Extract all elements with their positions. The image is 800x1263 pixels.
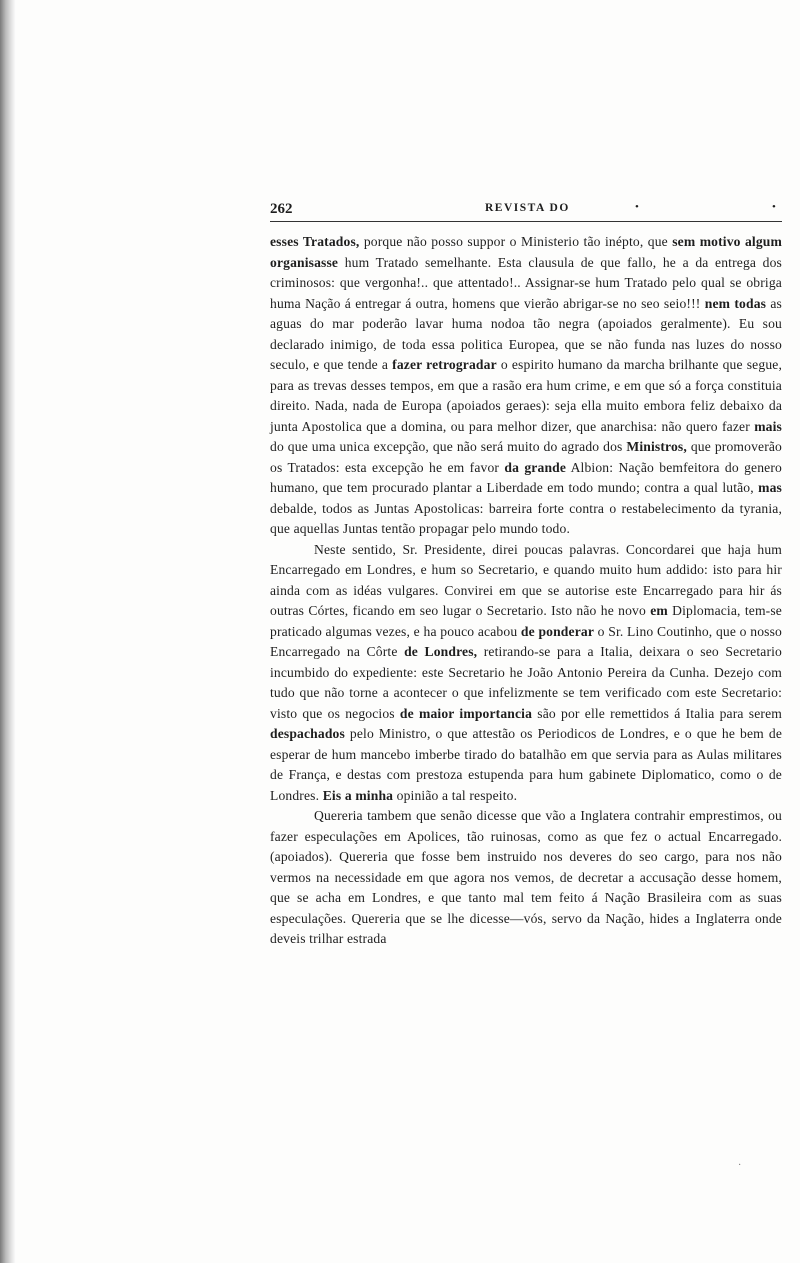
text-run: as aguas do mar poderão lavar huma nodoa tão negra (apoiados geralmente). Eu sou declarado inimigo, de toda essa politica Europea, que se não funda nas luzes do nosso seculo, e que tende a	[270, 295, 782, 372]
header-ornament: •	[772, 201, 776, 213]
text-run: hum Tratado semelhante. Esta clausula de que fallo, he a da entrega dos criminosos: que vergonha!.. que attentado!.. Assignar-se hum Tratado pelo qual se obriga huma Nação á entregar á outra, homens que vierão abrigar-se no seo seio!!!	[270, 254, 782, 311]
page-speck: ·	[738, 1160, 742, 1171]
body-text	[270, 232, 782, 950]
page-number: 262	[270, 201, 293, 217]
text-run: são por elle remettidos á Italia para serem	[532, 705, 782, 721]
bold-text: mais	[754, 418, 782, 434]
text-run: que promoverão os Tratados: esta excepção he em favor	[270, 439, 783, 475]
bold-text: Eis a minha	[322, 787, 394, 803]
bold-text: esses Tratados,	[270, 234, 360, 249]
bold-text: Ministros,	[626, 439, 687, 454]
book-binding-edge	[0, 0, 16, 1263]
text-run: retirando-se para a Italia, deixara o seo Secretario incumbido do expediente: este Secretario he João Antonio Pereira da Cunha. Dezejo com tudo que não torne a acontecer o que infelizmente se tem verificado com este Secretario: visto que os negocios	[270, 644, 782, 721]
bold-text: fazer retrogradar	[392, 357, 497, 372]
paragraph	[270, 232, 782, 540]
text-run: debalde, todos as Juntas Apostolicas: barreira forte contra o restabelecimento da tyrania, que aquellas Juntas tentão propagar pelo mundo todo.	[270, 500, 782, 536]
text-run: Diplomacia, tem-se praticado algumas vezes, e ha pouco acabou	[270, 603, 782, 639]
bold-text: de Londres,	[404, 644, 478, 659]
bold-text: nem todas	[704, 295, 767, 311]
bold-text: sem motivo algum organisasse	[270, 234, 782, 270]
paragraph	[270, 806, 782, 950]
bold-text: de ponderar	[520, 623, 595, 639]
bold-text: em	[650, 603, 668, 618]
text-run: o Sr. Lino Coutinho, que o nosso Encarregado na Côrte	[270, 623, 782, 659]
page-header	[270, 199, 782, 222]
paragraph	[270, 540, 782, 807]
text-run: Quereria tambem que senão dicesse que vão a Inglatera contrahir emprestimos, ou fazer especulações em Apolices, tão ruinosas, como as que fez o actual Encarregado. (apoiados). Quereria que fosse bem instruido nos deveres do seo cargo, para nos não vermos na necessidade em que agora nos vemos, de decretar a accusação desse homem, que se acha em Londres, e que tanto mal tem feito á Nação Brasileira com as suas especulações. Quereria que se lhe dicesse—vós, servo da Nação, hides a Inglaterra onde deveis trilhar estrada	[270, 808, 782, 946]
text-run: Neste sentido, Sr. Presidente, direi poucas palavras. Concordarei que haja hum Encarregado em Londres, e hum so Secretario, e quando muito hum addido: isto para hir ainda com as idéas vulgares. Convirei em que se autorise este Encarregado para hir ás outras Córtes, ficando em seo lugar o Secretario. Isto não he novo	[270, 541, 782, 618]
text-run: pelo Ministro, o que attestão os Periodicos de Londres, e o que he bem de esperar de hum mancebo imberbe tirado do batalhão em que servia para as Aulas militares de França, e destas com prestoza estupenda para hum gabinete Diplomatico, como o de Londres.	[270, 726, 782, 803]
text-run: Albion: Nação bemfeitora do genero humano, que tem procurado plantar a Liberdade em todo mundo; contra a qual lutão,	[270, 459, 782, 495]
bold-text: despachados	[270, 726, 345, 741]
text-run: do que uma unica excepção, que não será muito do agrado dos	[270, 439, 627, 454]
header-ornament: •	[635, 201, 639, 213]
bold-text: da grande	[504, 459, 567, 475]
bold-text: mas	[758, 480, 782, 495]
text-run: porque não posso suppor o Ministerio tão inépto, que	[359, 234, 673, 249]
running-title: REVISTA DO	[485, 202, 570, 214]
text-run: opinião a tal respeito.	[393, 787, 518, 803]
text-run: o espirito humano da marcha brilhante que segue, para as trevas desses tempos, em que a rasão era hum crime, e em que só a força constituia direito. Nada, nada de Europa (apoiados geraes): seja ella muito embora feliz debaixo da junta Apostolica que a domina, ou para melhor dizer, que anarchisa: não quero fazer	[270, 357, 782, 434]
bold-text: de maior importancia	[399, 705, 533, 721]
